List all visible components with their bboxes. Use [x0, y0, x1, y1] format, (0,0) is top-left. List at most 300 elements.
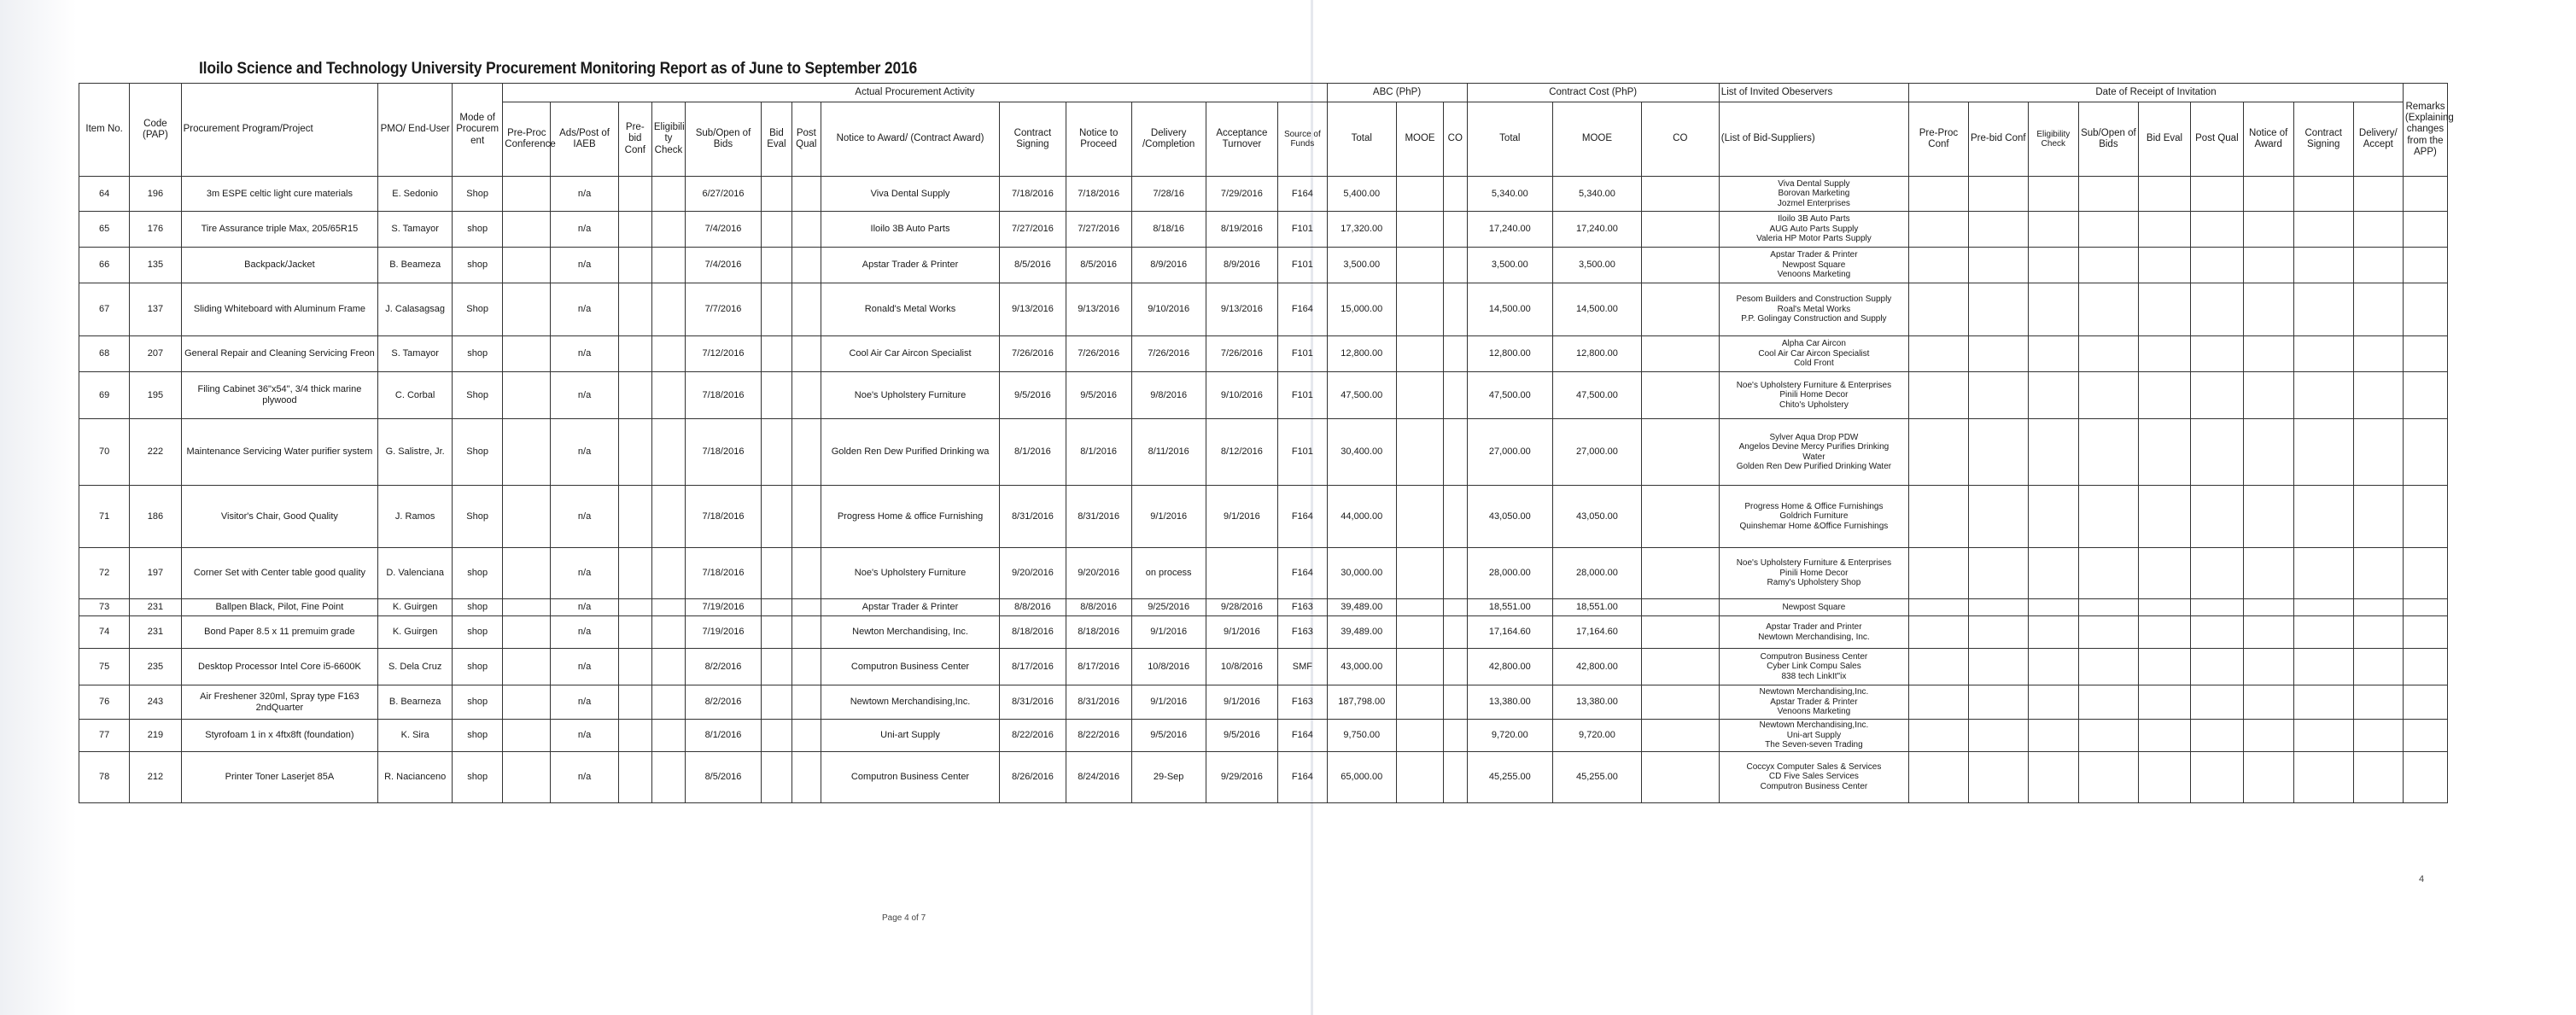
cell-ads: n/a: [551, 212, 618, 248]
cell-empty: [2138, 283, 2190, 336]
cell-empty: [1641, 248, 1719, 283]
cell-funds: F164: [1278, 283, 1327, 336]
cell-empty: [1444, 486, 1468, 548]
cell-delivery: 9/25/2016: [1131, 599, 1206, 616]
cell-empty: [2293, 616, 2353, 649]
cell-empty: [1397, 685, 1444, 720]
cell-mode: shop: [453, 720, 503, 752]
cell-ads: n/a: [551, 599, 618, 616]
supplier-name: Apstar Trader & Printer: [1770, 250, 1858, 260]
cell-code: 207: [130, 336, 181, 372]
cell-suppliers: [1719, 248, 1908, 283]
cell-signing: 8/22/2016: [1000, 720, 1066, 752]
cell-acceptance: 8/19/2016: [1206, 212, 1278, 248]
cell-signing: 7/18/2016: [1000, 177, 1066, 212]
cell-empty: [2191, 248, 2243, 283]
page-footer: Page 4 of 7: [882, 913, 926, 923]
cell-item: 75: [79, 649, 130, 685]
cell-signing: 8/1/2016: [1000, 419, 1066, 486]
cell-empty: [2353, 419, 2403, 486]
cell-cc-mooe: 13,380.00: [1553, 685, 1642, 720]
cell-code: 196: [130, 177, 181, 212]
cell-empty: [618, 419, 651, 486]
supplier-name: Iloilo 3B Auto Parts: [1778, 214, 1850, 225]
supplier-name: Alpha Car Aircon: [1781, 339, 1846, 349]
cell-empty: [2403, 372, 2447, 419]
cell-empty: [1909, 419, 1969, 486]
cell-code: 186: [130, 486, 181, 548]
cell-award: Iloilo 3B Auto Parts: [821, 212, 1000, 248]
header-dr-post-qual: Post Qual: [2191, 102, 2243, 177]
cell-empty: [1641, 177, 1719, 212]
cell-empty: [2353, 212, 2403, 248]
cell-empty: [2293, 685, 2353, 720]
cell-empty: [2078, 283, 2138, 336]
cell-empty: [2028, 685, 2078, 720]
cell-mode: shop: [453, 548, 503, 599]
cell-award: Newton Merchandising, Inc.: [821, 616, 1000, 649]
cell-abc-total: 30,000.00: [1327, 548, 1396, 599]
cell-code: 137: [130, 283, 181, 336]
cell-proceed: 8/17/2016: [1066, 649, 1131, 685]
supplier-name: Newtown Merchandising, Inc.: [1758, 632, 1870, 642]
cell-empty: [651, 372, 685, 419]
supplier-name: Newtown Merchandising,Inc.: [1759, 720, 1869, 730]
cell-empty: [1397, 649, 1444, 685]
cell-funds: F164: [1278, 548, 1327, 599]
supplier-name: Cyber Link Compu Sales: [1767, 662, 1861, 672]
cell-code: 195: [130, 372, 181, 419]
cell-empty: [2078, 248, 2138, 283]
cell-ads: n/a: [551, 419, 618, 486]
cell-empty: [1968, 177, 2028, 212]
cell-acceptance: 7/29/2016: [1206, 177, 1278, 212]
cell-signing: 9/5/2016: [1000, 372, 1066, 419]
cell-project: Filing Cabinet 36"x54", 3/4 thick marine plywood: [181, 372, 378, 419]
cell-ads: n/a: [551, 177, 618, 212]
cell-sub-open: 8/5/2016: [686, 751, 762, 802]
header-cc-mooe: MOOE: [1553, 102, 1642, 177]
cell-ads: n/a: [551, 372, 618, 419]
cell-empty: [2028, 248, 2078, 283]
cell-empty: [2243, 599, 2293, 616]
cell-suppliers: [1719, 212, 1908, 248]
cell-empty: [2353, 372, 2403, 419]
header-dr-eligibility: Eligibility Check: [2028, 102, 2078, 177]
cell-item: 73: [79, 599, 130, 616]
cell-acceptance: 9/13/2016: [1206, 283, 1278, 336]
cell-project: 3m ESPE celtic light cure materials: [181, 177, 378, 212]
cell-empty: [791, 283, 821, 336]
cell-empty: [618, 649, 651, 685]
cell-empty: [1641, 372, 1719, 419]
cell-cc-mooe: 17,164.60: [1553, 616, 1642, 649]
cell-project: General Repair and Cleaning Servicing Freon: [181, 336, 378, 372]
cell-empty: [618, 751, 651, 802]
cell-empty: [2353, 720, 2403, 752]
cell-proceed: 7/18/2016: [1066, 177, 1131, 212]
cell-empty: [1909, 548, 1969, 599]
cell-empty: [1968, 548, 2028, 599]
cell-empty: [1444, 372, 1468, 419]
cell-empty: [1968, 248, 2028, 283]
cell-abc-total: 3,500.00: [1327, 248, 1396, 283]
cell-empty: [503, 177, 551, 212]
table-body: [79, 177, 2448, 803]
table-row: [79, 283, 2448, 336]
cell-empty: [791, 372, 821, 419]
cell-empty: [1641, 486, 1719, 548]
supplier-name: Jozmel Enterprises: [1777, 198, 1850, 208]
cell-empty: [2028, 486, 2078, 548]
cell-empty: [1397, 751, 1444, 802]
header-pre-bid-conf: Pre-bid Conf: [618, 102, 651, 177]
cell-item: 77: [79, 720, 130, 752]
cell-empty: [2138, 616, 2190, 649]
supplier-name: Sylver Aqua Drop PDW: [1769, 432, 1859, 442]
cell-proceed: 8/22/2016: [1066, 720, 1131, 752]
cell-project: Visitor's Chair, Good Quality: [181, 486, 378, 548]
cell-empty: [2403, 616, 2447, 649]
cell-delivery: 8/18/16: [1131, 212, 1206, 248]
cell-empty: [2243, 720, 2293, 752]
cell-delivery: on process: [1131, 548, 1206, 599]
cell-empty: [503, 212, 551, 248]
cell-award: Uni-art Supply: [821, 720, 1000, 752]
cell-funds: F101: [1278, 336, 1327, 372]
cell-empty: [1909, 685, 1969, 720]
cell-sub-open: 7/12/2016: [686, 336, 762, 372]
cell-empty: [1909, 177, 1969, 212]
cell-sub-open: 7/19/2016: [686, 616, 762, 649]
cell-cc-total: 47,500.00: [1467, 372, 1553, 419]
cell-item: 66: [79, 248, 130, 283]
cell-empty: [1444, 616, 1468, 649]
cell-sub-open: 7/7/2016: [686, 283, 762, 336]
cell-proceed: 8/24/2016: [1066, 751, 1131, 802]
cell-acceptance: 9/1/2016: [1206, 685, 1278, 720]
cell-empty: [791, 685, 821, 720]
cell-acceptance: 9/29/2016: [1206, 751, 1278, 802]
cell-empty: [2353, 283, 2403, 336]
cell-sub-open: 7/4/2016: [686, 212, 762, 248]
cell-user: B. Bearneza: [378, 685, 453, 720]
cell-sub-open: 7/19/2016: [686, 599, 762, 616]
cell-abc-total: 15,000.00: [1327, 283, 1396, 336]
cell-empty: [651, 177, 685, 212]
cell-empty: [2028, 419, 2078, 486]
cell-user: G. Salistre, Jr.: [378, 419, 453, 486]
cell-proceed: 9/13/2016: [1066, 283, 1131, 336]
cell-code: 231: [130, 616, 181, 649]
cell-empty: [761, 419, 791, 486]
cell-funds: F164: [1278, 751, 1327, 802]
cell-empty: [761, 486, 791, 548]
cell-item: 67: [79, 283, 130, 336]
cell-empty: [2353, 336, 2403, 372]
cell-empty: [761, 599, 791, 616]
cell-code: 222: [130, 419, 181, 486]
cell-delivery: 9/1/2016: [1131, 685, 1206, 720]
cell-abc-total: 12,800.00: [1327, 336, 1396, 372]
cell-signing: 7/26/2016: [1000, 336, 1066, 372]
cell-acceptance: 9/1/2016: [1206, 616, 1278, 649]
cell-empty: [2353, 248, 2403, 283]
cell-empty: [2243, 283, 2293, 336]
cell-empty: [2293, 486, 2353, 548]
cell-empty: [2353, 751, 2403, 802]
table-row: [79, 372, 2448, 419]
cell-empty: [2078, 486, 2138, 548]
supplier-name: Venoons Marketing: [1777, 707, 1851, 717]
cell-empty: [2353, 548, 2403, 599]
cell-empty: [618, 720, 651, 752]
cell-project: Corner Set with Center table good quality: [181, 548, 378, 599]
cell-abc-total: 30,400.00: [1327, 419, 1396, 486]
cell-suppliers: [1719, 177, 1908, 212]
cell-empty: [2191, 372, 2243, 419]
cell-empty: [651, 283, 685, 336]
cell-user: S. Tamayor: [378, 212, 453, 248]
header-dr-notice-award: Notice of Award: [2243, 102, 2293, 177]
cell-signing: 8/18/2016: [1000, 616, 1066, 649]
cell-empty: [2243, 248, 2293, 283]
cell-empty: [791, 419, 821, 486]
cell-acceptance: 9/1/2016: [1206, 486, 1278, 548]
header-sub-open-bids: Sub/Open of Bids: [686, 102, 762, 177]
header-delivery-completion: Delivery /Completion: [1131, 102, 1206, 177]
cell-empty: [2078, 616, 2138, 649]
cell-code: 231: [130, 599, 181, 616]
cell-abc-total: 43,000.00: [1327, 649, 1396, 685]
cell-empty: [1641, 751, 1719, 802]
cell-empty: [2353, 685, 2403, 720]
cell-empty: [2078, 336, 2138, 372]
cell-empty: [761, 177, 791, 212]
cell-empty: [1397, 599, 1444, 616]
cell-empty: [2078, 372, 2138, 419]
supplier-name: Newtown Merchandising,Inc.: [1759, 687, 1869, 697]
cell-empty: [2191, 649, 2243, 685]
cell-abc-total: 39,489.00: [1327, 616, 1396, 649]
cell-empty: [2191, 336, 2243, 372]
table-row: [79, 177, 2448, 212]
cell-delivery: 9/1/2016: [1131, 616, 1206, 649]
cell-empty: [2078, 548, 2138, 599]
cell-empty: [503, 599, 551, 616]
cell-empty: [1909, 336, 1969, 372]
cell-empty: [651, 685, 685, 720]
cell-empty: [2028, 177, 2078, 212]
cell-project: Desktop Processor Intel Core i5-6600K: [181, 649, 378, 685]
cell-empty: [2191, 419, 2243, 486]
cell-empty: [791, 177, 821, 212]
cell-suppliers: [1719, 599, 1908, 616]
cell-empty: [2403, 177, 2447, 212]
cell-empty: [1968, 649, 2028, 685]
cell-empty: [1444, 649, 1468, 685]
cell-mode: shop: [453, 616, 503, 649]
cell-empty: [2078, 419, 2138, 486]
cell-empty: [791, 548, 821, 599]
cell-delivery: 9/1/2016: [1131, 486, 1206, 548]
cell-sub-open: 7/4/2016: [686, 248, 762, 283]
cell-mode: Shop: [453, 177, 503, 212]
cell-cc-total: 14,500.00: [1467, 283, 1553, 336]
cell-cc-mooe: 43,050.00: [1553, 486, 1642, 548]
cell-empty: [2403, 751, 2447, 802]
cell-abc-total: 5,400.00: [1327, 177, 1396, 212]
cell-empty: [1397, 248, 1444, 283]
cell-empty: [2191, 283, 2243, 336]
cell-empty: [2353, 616, 2403, 649]
cell-empty: [2403, 720, 2447, 752]
cell-empty: [1397, 720, 1444, 752]
cell-empty: [1909, 283, 1969, 336]
cell-delivery: 8/9/2016: [1131, 248, 1206, 283]
cell-cc-total: 9,720.00: [1467, 720, 1553, 752]
cell-empty: [2078, 177, 2138, 212]
cell-empty: [791, 751, 821, 802]
cell-empty: [1968, 599, 2028, 616]
cell-acceptance: 8/9/2016: [1206, 248, 1278, 283]
cell-suppliers: [1719, 372, 1908, 419]
supplier-name: Golden Ren Dew Purified Drinking Water: [1736, 462, 1892, 471]
cell-empty: [2028, 372, 2078, 419]
cell-empty: [1397, 177, 1444, 212]
cell-delivery: 29-Sep: [1131, 751, 1206, 802]
cell-empty: [2028, 751, 2078, 802]
cell-abc-total: 187,798.00: [1327, 685, 1396, 720]
cell-cc-total: 27,000.00: [1467, 419, 1553, 486]
cell-empty: [651, 486, 685, 548]
table-row: [79, 336, 2448, 372]
cell-empty: [1909, 649, 1969, 685]
cell-empty: [2138, 177, 2190, 212]
cell-cc-total: 45,255.00: [1467, 751, 1553, 802]
cell-funds: F101: [1278, 212, 1327, 248]
cell-empty: [651, 720, 685, 752]
supplier-name: Viva Dental Supply: [1778, 178, 1850, 189]
cell-empty: [1968, 283, 2028, 336]
cell-acceptance: [1206, 548, 1278, 599]
cell-empty: [2138, 372, 2190, 419]
cell-empty: [651, 336, 685, 372]
cell-empty: [1641, 419, 1719, 486]
header-notice-of-award: Notice to Award/ (Contract Award): [821, 102, 1000, 177]
cell-empty: [2138, 599, 2190, 616]
cell-cc-mooe: 45,255.00: [1553, 751, 1642, 802]
cell-empty: [2028, 599, 2078, 616]
cell-suppliers: [1719, 649, 1908, 685]
cell-empty: [618, 548, 651, 599]
cell-cc-total: 12,800.00: [1467, 336, 1553, 372]
cell-project: Bond Paper 8.5 x 11 premuim grade: [181, 616, 378, 649]
cell-project: Maintenance Servicing Water purifier system: [181, 419, 378, 486]
cell-empty: [1968, 616, 2028, 649]
cell-delivery: 9/5/2016: [1131, 720, 1206, 752]
header-ads-post-iaeb: Ads/Post of IAEB: [551, 102, 618, 177]
cell-delivery: 8/11/2016: [1131, 419, 1206, 486]
cell-mode: shop: [453, 248, 503, 283]
cell-empty: [651, 616, 685, 649]
cell-empty: [2293, 283, 2353, 336]
cell-empty: [1641, 599, 1719, 616]
cell-user: J. Ramos: [378, 486, 453, 548]
header-contract-cost-group: Contract Cost (PhP): [1467, 84, 1719, 102]
supplier-name: AUG Auto Parts Supply: [1769, 224, 1859, 234]
cell-cc-mooe: 42,800.00: [1553, 649, 1642, 685]
cell-user: J. Calasagsag: [378, 283, 453, 336]
cell-empty: [1397, 486, 1444, 548]
cell-cc-mooe: 5,340.00: [1553, 177, 1642, 212]
cell-empty: [2028, 720, 2078, 752]
cell-signing: 8/26/2016: [1000, 751, 1066, 802]
cell-empty: [1641, 336, 1719, 372]
cell-mode: shop: [453, 685, 503, 720]
cell-signing: 8/5/2016: [1000, 248, 1066, 283]
cell-empty: [2243, 649, 2293, 685]
cell-item: 70: [79, 419, 130, 486]
cell-suppliers: [1719, 720, 1908, 752]
cell-empty: [2028, 283, 2078, 336]
cell-ads: n/a: [551, 720, 618, 752]
supplier-name: Borovan Marketing: [1778, 189, 1850, 199]
cell-empty: [791, 599, 821, 616]
cell-empty: [1968, 486, 2028, 548]
header-cc-total: Total: [1467, 102, 1553, 177]
cell-empty: [2138, 212, 2190, 248]
cell-empty: [2138, 685, 2190, 720]
cell-empty: [2243, 336, 2293, 372]
cell-empty: [618, 336, 651, 372]
cell-empty: [791, 212, 821, 248]
cell-abc-total: 44,000.00: [1327, 486, 1396, 548]
cell-empty: [791, 720, 821, 752]
cell-empty: [791, 616, 821, 649]
table-row: [79, 212, 2448, 248]
cell-award: Golden Ren Dew Purified Drinking wa: [821, 419, 1000, 486]
cell-cc-total: 17,240.00: [1467, 212, 1553, 248]
cell-ads: n/a: [551, 616, 618, 649]
supplier-name: 838 tech LinkIt"ix: [1781, 671, 1847, 681]
cell-proceed: 8/5/2016: [1066, 248, 1131, 283]
cell-ads: n/a: [551, 248, 618, 283]
header-abc-co: CO: [1444, 102, 1468, 177]
cell-empty: [2191, 212, 2243, 248]
supplier-name: Apstar Trader and Printer: [1766, 622, 1862, 632]
cell-user: S. Tamayor: [378, 336, 453, 372]
cell-empty: [2138, 419, 2190, 486]
cell-award: Newtown Merchandising,Inc.: [821, 685, 1000, 720]
cell-sub-open: 7/18/2016: [686, 486, 762, 548]
cell-code: 135: [130, 248, 181, 283]
cell-empty: [1909, 248, 1969, 283]
header-actual-activity: Actual Procurement Activity: [503, 84, 1327, 102]
cell-funds: F101: [1278, 372, 1327, 419]
supplier-name: Apstar Trader & Printer: [1770, 697, 1858, 707]
cell-suppliers: [1719, 751, 1908, 802]
cell-empty: [503, 248, 551, 283]
cell-sub-open: 6/27/2016: [686, 177, 762, 212]
cell-signing: 8/31/2016: [1000, 685, 1066, 720]
cell-empty: [761, 751, 791, 802]
supplier-name: Pesom Builders and Construction Supply: [1736, 295, 1892, 305]
cell-empty: [761, 248, 791, 283]
cell-empty: [618, 486, 651, 548]
cell-project: Tire Assurance triple Max, 205/65R15: [181, 212, 378, 248]
cell-empty: [503, 486, 551, 548]
